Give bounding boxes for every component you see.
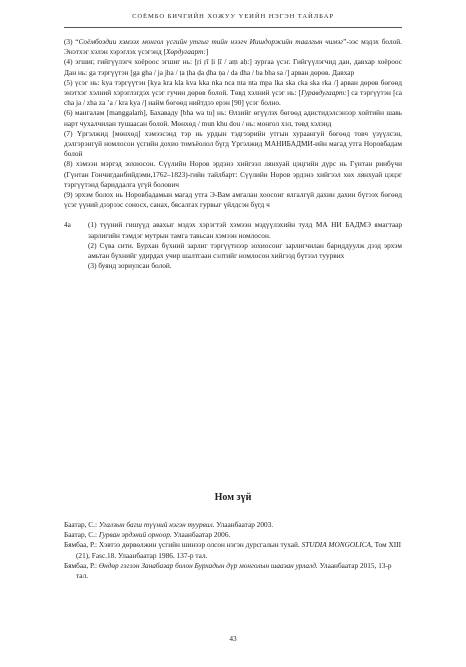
bib-title: Угалзын багш түүний нэгэн туурвил. bbox=[98, 520, 215, 529]
bib-journal: STUDIA MONGOLICA bbox=[301, 540, 371, 550]
bib-title: Өндөр гэгээн Занабазар болон Бурхадын дүр монголын шаазан урлалд. bbox=[98, 560, 318, 570]
bib-title: Гурван эрдэний орноор. bbox=[98, 530, 172, 540]
note-5 bbox=[64, 78, 402, 109]
note-text: ”-ээс мэдэх болой. Энэтхэг хэлэн хэрэглэх үсэгэнд [ bbox=[64, 37, 402, 57]
bibliography-title: Ном зүй bbox=[214, 492, 252, 503]
note-italic: Соёмбоэдии хэмээх монгол үсгийн утгыг тийн нээгч Иишдоржийн таалгын чимэг bbox=[78, 37, 344, 46]
note-italic: Хөрдугаарт: bbox=[165, 47, 206, 57]
bib-entry bbox=[64, 540, 402, 560]
note-3 bbox=[64, 37, 402, 57]
block-item: (3) буянд зориулсан болой. bbox=[88, 261, 172, 271]
note-text: ] ca тэргүүтэн [ca cha ja / zha za ’a / kra kya /] найм бөгөөд нийтдээ ерэн [90] үсэг болно. bbox=[64, 88, 402, 108]
bib-entry bbox=[64, 530, 402, 540]
bib-entry bbox=[64, 561, 402, 581]
note-7: (7) Үргэлжид [мөнхөд] хэмээсэнд тэр нь урдын тэдгээрийн утгын хураангуй бөгөөд товч үзүүлсэн, дэлгэрэнгүй номлосон үсгийн дохио томъёолол бүгд Үргэлжид МАНИБАДМИ-ийн магад утга Норовбадам болой bbox=[64, 128, 402, 159]
note-text: (3) “ bbox=[64, 37, 79, 46]
bib-author: Баатар, С.: bbox=[64, 530, 99, 540]
header-rule bbox=[64, 27, 402, 28]
note-6: (6) мангалам [manggalaṁ], Бахаваду [bha wa tu] нь: Өлзийг өгүүлэх бөгөөд адистидэлсэнээр хойтийн шавь нарт чухалчилан тушаасан болой. Мөнхөд / mun khu dou / нь: монгол хэл, төвд хэлэнд bbox=[64, 108, 402, 128]
note-9: (9) эрхэм болох нь Норовбадамын магад утга Э-Вам амгалан хоосонг ялгалгүй дахин дахин бүтээх бөгөөд үсэг үүний дээрээс соносх, санах, бясалгах гурвыг үйлдсэн бүгд ч bbox=[64, 190, 402, 210]
bib-author: Баатар, С.: bbox=[64, 520, 99, 529]
block-item: (1) түүний гишүүд авахыг мэдэх хэрэгтэй хэмээн мэдүүлэхийн тулд МА НИ БАДМЭ ямагтаар зарлигийн тэмдэг мутрын тамга тавьсан хэмээн номлосон. bbox=[88, 220, 402, 240]
notes-body bbox=[64, 37, 402, 271]
block-label: 4а bbox=[64, 220, 71, 230]
note-4: (4) эгшиг, гийгүүлэгч хоёроос эгшиг нь: [ṛi ṛī ḷi ḷī / aṃ aḥ:] зургаа үсэг. Гийгүүлэгчид дан, давхар хоёроос Дан нь: ga тэргүүтэн [ga gha / ja jha / ṭa ṭha ḍa ḍha ṇa / da dha / ba bha sa /] арван дөрөв. Давхар bbox=[64, 57, 402, 77]
bib-rest: Хэвтээ дөрвөлжин үсгийн шинээр олсон нэгэн дурсгалын тухай. bbox=[98, 540, 302, 550]
bibliography-list bbox=[64, 520, 402, 581]
bib-author: Бямбаа, Р.: bbox=[64, 560, 99, 570]
bib-rest: Улаанбаатар 2006. bbox=[171, 530, 231, 540]
running-header: СОЁМБО БИЧГИЙН ХОЖУУ ҮЕИЙН НЭГЭН ТАЙЛБАР bbox=[132, 13, 334, 20]
bib-rest: , Том XIII (21), Fasc.18. Улаанбаатар 1986. 137-р тал. bbox=[76, 540, 402, 560]
bib-rest: Улаанбаатар 2003. bbox=[214, 520, 274, 529]
page-number: 43 bbox=[229, 634, 237, 643]
note-italic: Гуравдугаарт: bbox=[301, 88, 347, 98]
bib-rest: Улаанбаатар 2015, 13-р тал. bbox=[76, 560, 392, 581]
bib-author: Бямбаа, Р.: bbox=[64, 540, 99, 550]
note-8: (8) хэмээн мэргэд зохиосон. Сүүлийн Норов эрдэнэ хийгээл лянхуай цэцгийн дүрс нь Гүнтан ринбүчи (Гүнтан Гончигданбийдэми,1762–1823)-гийн тайлбарт: Сүүлийн Норов эрдэнэ хийгээл хөх лянхуай цэцэг тэргүүтэнд бариддалга үгүй болович bbox=[64, 159, 402, 189]
bib-entry bbox=[64, 520, 402, 530]
note-text: (5) үсэг нь: kya тэргүүтэн [kya kra kla kva kka nka nca nta nta mpa lka ska cka ska rka /] арван дөрөв бөгөөд энэтхэг хэлний хэрэглэгдэх үсэг гучин дөрөв болой. Төвд хэлний үсэг нь: [ bbox=[64, 77, 402, 98]
block-4a-items bbox=[88, 220, 402, 271]
note-text: ] bbox=[205, 47, 209, 57]
block-4a bbox=[64, 220, 402, 271]
block-item: (2) Сүва сити. Бурхан бүхний зарлиг тэргүүтнээр зохиосонг зарлигчилан бариддуулж дээд эрхэм амьтан бүхнийг удирдах учир шалтгаан сэлтийг номлосон хийгээд бүтээл туурвих bbox=[88, 240, 402, 261]
